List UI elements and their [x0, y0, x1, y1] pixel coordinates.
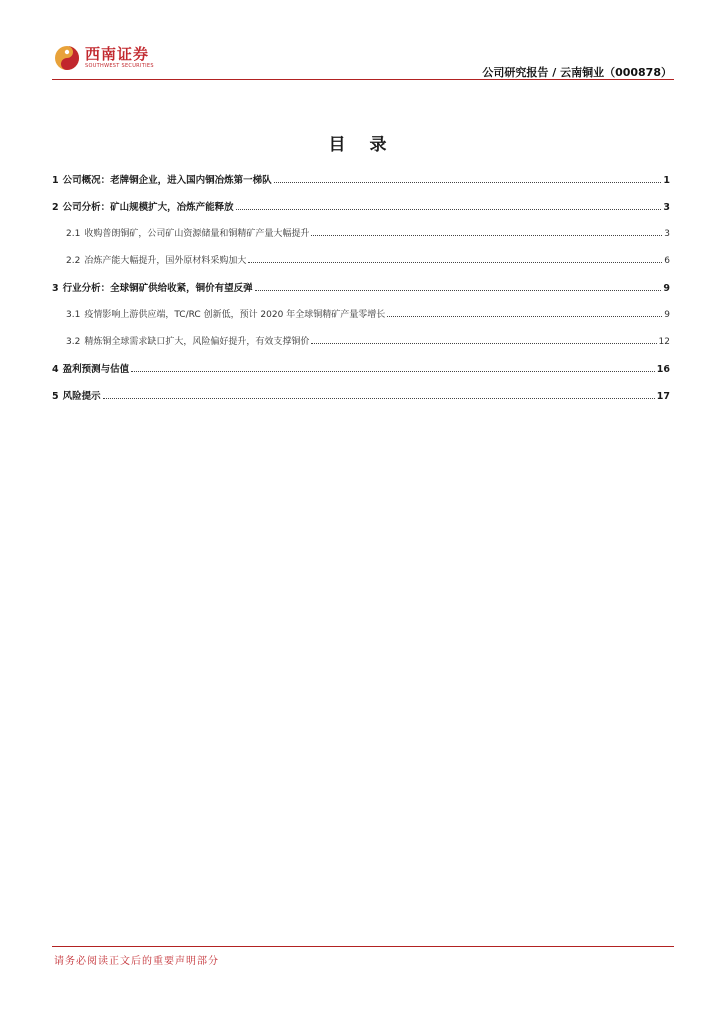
toc-entry-number: 2.1: [66, 229, 81, 239]
report-info: 公司研究报告 / 云南铜业（000878）: [482, 66, 672, 79]
toc-entry-page: 17: [656, 391, 670, 402]
logo-emblem-icon: [54, 45, 80, 71]
toc-subentry[interactable]: [52, 307, 670, 320]
toc-entry-text: 公司概况：老牌铜企业，进入国内铜冶炼第一梯队: [62, 175, 272, 186]
toc-entry-text: 风险提示: [62, 391, 101, 402]
toc-entry-text: 收购普朗铜矿，公司矿山资源储量和铜精矿产量大幅提升: [84, 229, 310, 239]
toc-entry[interactable]: [52, 388, 670, 401]
toc-entry-page: 16: [656, 364, 670, 375]
toc-entry-number: 5: [52, 391, 59, 402]
toc-entry[interactable]: [52, 199, 670, 212]
toc-entry-page: 3: [664, 229, 670, 239]
toc-entry[interactable]: [52, 280, 670, 293]
toc-entry-page: 9: [664, 310, 670, 320]
toc-leader-dots: [387, 316, 662, 317]
toc-leader-dots: [311, 235, 662, 236]
toc-leader-dots: [311, 343, 656, 344]
company-logo: [54, 43, 154, 73]
toc-subentry[interactable]: [52, 226, 670, 239]
toc-entry-text: 公司分析：矿山规模扩大，冶炼产能释放: [62, 202, 234, 213]
toc-entry-number: 3: [52, 283, 59, 294]
toc-leader-dots: [248, 262, 662, 263]
toc-entry-page: 12: [658, 337, 670, 347]
toc-entry-text: 行业分析：全球铜矿供给收紧，铜价有望反弹: [62, 283, 253, 294]
toc-entry-number: 2.2: [66, 256, 81, 266]
toc-subentry[interactable]: [52, 334, 670, 347]
toc-entry-text: 冶炼产能大幅提升，国外原材料采购加大: [84, 256, 247, 266]
disclaimer-note: 请务必阅读正文后的重要声明部分: [54, 956, 219, 967]
toc-entry-page: 6: [664, 256, 670, 266]
toc-entry-number: 1: [52, 175, 59, 186]
toc-title: 目 录: [328, 135, 396, 155]
toc-leader-dots: [236, 209, 662, 210]
toc-entry-number: 4: [52, 364, 59, 375]
toc-entry-text: 疫情影响上游供应端，TC/RC 创新低，预计 2020 年全球铜精矿产量零增长: [84, 310, 386, 320]
toc-leader-dots: [255, 290, 662, 291]
toc-entry-text: 盈利预测与估值: [62, 364, 130, 375]
toc-entry-page: 9: [663, 283, 670, 294]
toc-leader-dots: [103, 398, 655, 399]
table-of-contents: [52, 172, 670, 401]
toc-leader-dots: [131, 371, 655, 372]
toc-entry-page: 1: [663, 175, 670, 186]
toc-entry-text: 精炼铜全球需求缺口扩大，风险偏好提升，有效支撑铜价: [84, 337, 310, 347]
toc-entry[interactable]: [52, 172, 670, 185]
toc-entry-page: 3: [663, 202, 670, 213]
header-divider: [52, 79, 674, 80]
toc-entry-number: 3.2: [66, 337, 81, 347]
toc-leader-dots: [274, 182, 662, 183]
toc-entry[interactable]: [52, 361, 670, 374]
logo-english-name: SOUTHWEST SECURITIES: [85, 63, 154, 69]
toc-entry-number: 2: [52, 202, 59, 213]
toc-entry-number: 3.1: [66, 310, 81, 320]
footer-divider: [52, 946, 674, 947]
toc-subentry[interactable]: [52, 253, 670, 266]
logo-chinese-name: 西南证券: [85, 45, 150, 63]
